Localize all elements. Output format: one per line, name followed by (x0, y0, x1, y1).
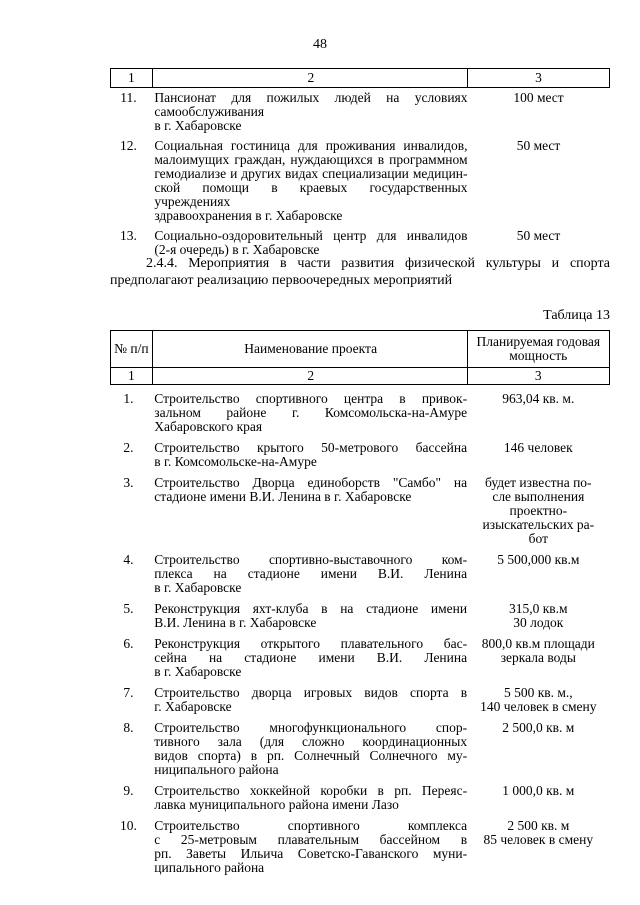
value-line: 1 000,0 кв. м (502, 783, 575, 798)
description-line: малоимущих граждан, нуждающихся в программном (154, 152, 468, 167)
description-line: сейна на стадионе имени В.И. Ленина (154, 650, 468, 665)
continuation-table-header (111, 69, 610, 88)
description-line: в г. Хабаровске (154, 118, 242, 133)
row-description (152, 546, 467, 595)
table-13-header (111, 331, 610, 368)
table-row (111, 133, 610, 223)
row-description (152, 133, 467, 223)
description-line: лавка муниципального района имени Лазо (154, 797, 399, 812)
value-line: 146 человек (503, 440, 573, 455)
row-value (467, 469, 609, 546)
table-row (111, 679, 610, 714)
description-line: зальном районе г. Комсомольска-на-Амуре (154, 405, 468, 420)
description-line: Строительство Дворца единоборств "Самбо" на (154, 475, 468, 490)
row-value (467, 812, 609, 875)
description-line: в г. Хабаровске (154, 664, 242, 679)
description-line: здравоохранения в г. Хабаровске (154, 208, 343, 223)
row-number: 5. (123, 601, 134, 616)
description-line: Строительство крытого 50-метрового бассейна (154, 440, 468, 455)
row-number: 3. (123, 475, 134, 490)
description-line: с 25-метровым плавательным бассейном в (154, 832, 468, 847)
value-line: проектно- (509, 503, 568, 518)
section-paragraph: 2.4.4. Мероприятия в части развития физической культуры и спорта предполагают реализацию первоочередных мероприятий (110, 256, 610, 288)
description-line: (2-я очередь) в г. Хабаровске (154, 242, 320, 257)
header-capacity: Планируемая годовая мощность (467, 331, 609, 368)
col-header-2: 2 (152, 69, 467, 88)
row-value: 50 мест (516, 138, 561, 153)
description-line: видов спорта) в рп. Солнечный Солнечного му- (154, 748, 468, 763)
table-13-header-numbers (111, 368, 610, 385)
row-value (467, 385, 609, 435)
row-description (152, 223, 467, 257)
description-line: г. Хабаровске (154, 699, 232, 714)
description-line: В.И. Ленина в г. Хабаровске (154, 615, 317, 630)
table-row (111, 223, 610, 257)
row-value (467, 714, 609, 777)
description-line: Строительство спортивного центра в привок- (154, 391, 468, 406)
value-line: 963,04 кв. м. (502, 391, 575, 406)
description-line: Реконструкция открытого плавательного бас- (154, 636, 468, 651)
row-value (467, 679, 609, 714)
description-line: Социальная гостиница для проживания инвалидов, (154, 138, 468, 153)
row-number: 1. (123, 391, 134, 406)
value-line: будет известна по- (485, 475, 592, 490)
header-col-2: 2 (152, 368, 467, 385)
row-number: 11. (120, 90, 137, 105)
continuation-table (110, 68, 610, 257)
row-description (152, 679, 467, 714)
description-line: ской помощи в краевых государственных учреждениях (154, 180, 468, 209)
value-line: 30 лодок (513, 615, 564, 630)
table-13-body (111, 385, 610, 876)
description-line: Хабаровского края (154, 419, 263, 434)
table-row (111, 595, 610, 630)
row-number: 10. (119, 818, 137, 833)
value-line: 315,0 кв.м (509, 601, 568, 616)
row-description (152, 812, 467, 875)
value-line: сле выполнения (492, 489, 585, 504)
row-number: 8. (123, 720, 134, 735)
description-line: стадионе имени В.И. Ленина в г. Хабаровске (154, 489, 412, 504)
value-line: 5 500 кв. м., (503, 685, 573, 700)
description-line: в г. Хабаровске (154, 580, 242, 595)
row-number: 13. (119, 228, 137, 243)
description-line: Реконструкция яхт-клуба в на стадионе имени (154, 601, 468, 616)
description-line: плекса на стадионе имени В.И. Ленина (154, 566, 468, 581)
description-line: рп. Заветы Ильича Советско-Гаванского муни- (154, 846, 468, 861)
row-value: 50 мест (516, 228, 561, 243)
row-value (467, 777, 609, 812)
description-line: ниципального района (154, 762, 279, 777)
row-number: 9. (123, 783, 134, 798)
value-line: 800,0 кв.м площади (481, 636, 595, 651)
table-row (111, 546, 610, 595)
header-project-name: Наименование проекта (152, 331, 467, 368)
description-line: Строительство хоккейной коробки в рп. Переяс- (154, 783, 468, 798)
row-description (152, 777, 467, 812)
description-line: Пансионат для пожилых людей на условиях самообслуживания (154, 90, 468, 119)
row-number: 12. (119, 138, 137, 153)
row-number: 7. (123, 685, 134, 700)
row-value: 100 мест (513, 90, 564, 105)
table-row (111, 469, 610, 546)
row-value (467, 434, 609, 469)
page-number: 48 (313, 37, 327, 52)
row-description (152, 385, 467, 435)
col-header-3: 3 (468, 69, 610, 88)
table-row (111, 812, 610, 875)
description-line: ципального района (154, 860, 265, 875)
row-value (467, 595, 609, 630)
row-value (467, 630, 609, 679)
description-line: Строительство спортивного комплекса (154, 818, 468, 833)
value-line: 2 500,0 кв. м (502, 720, 575, 735)
description-line: Социально-оздоровительный центр для инвалидов (154, 228, 468, 243)
table-caption: Таблица 13 (543, 308, 610, 323)
value-line: 2 500 кв. м (507, 818, 570, 833)
table-row (111, 434, 610, 469)
row-number: 2. (123, 440, 134, 455)
row-value (467, 546, 609, 595)
col-header-1: 1 (111, 69, 153, 88)
row-number: 4. (123, 552, 134, 567)
table-row (111, 88, 610, 134)
description-line: Строительство дворца игровых видов спорта в (154, 685, 468, 700)
header-col-3: 3 (467, 368, 609, 385)
value-line: бот (528, 531, 548, 546)
value-line: изыскательских ра- (482, 517, 595, 532)
header-col-1: 1 (111, 368, 153, 385)
description-line: Строительство спортивно-выставочного ком- (154, 552, 468, 567)
description-line: в г. Комсомольске-на-Амуре (154, 454, 317, 469)
value-line: 5 500,000 кв.м (497, 552, 580, 567)
description-line: Строительство многофункционального спор- (154, 720, 468, 735)
value-line: зеркала воды (500, 650, 576, 665)
row-description (152, 434, 467, 469)
table-row (111, 385, 610, 435)
row-description (152, 630, 467, 679)
table-row (111, 630, 610, 679)
row-description (152, 469, 467, 546)
row-description (152, 714, 467, 777)
table-13 (110, 330, 610, 875)
row-description (152, 88, 467, 134)
table-row (111, 714, 610, 777)
row-number: 6. (123, 636, 134, 651)
value-line: 140 человек в смену (480, 699, 597, 714)
header-number: № п/п (111, 331, 153, 368)
description-line: гемодиализе и других видах специализации медицин- (154, 166, 468, 181)
value-line: 85 человек в смену (483, 832, 594, 847)
row-description (152, 595, 467, 630)
table-row (111, 777, 610, 812)
description-line: тивного зала (для сложно координационных (154, 734, 468, 749)
